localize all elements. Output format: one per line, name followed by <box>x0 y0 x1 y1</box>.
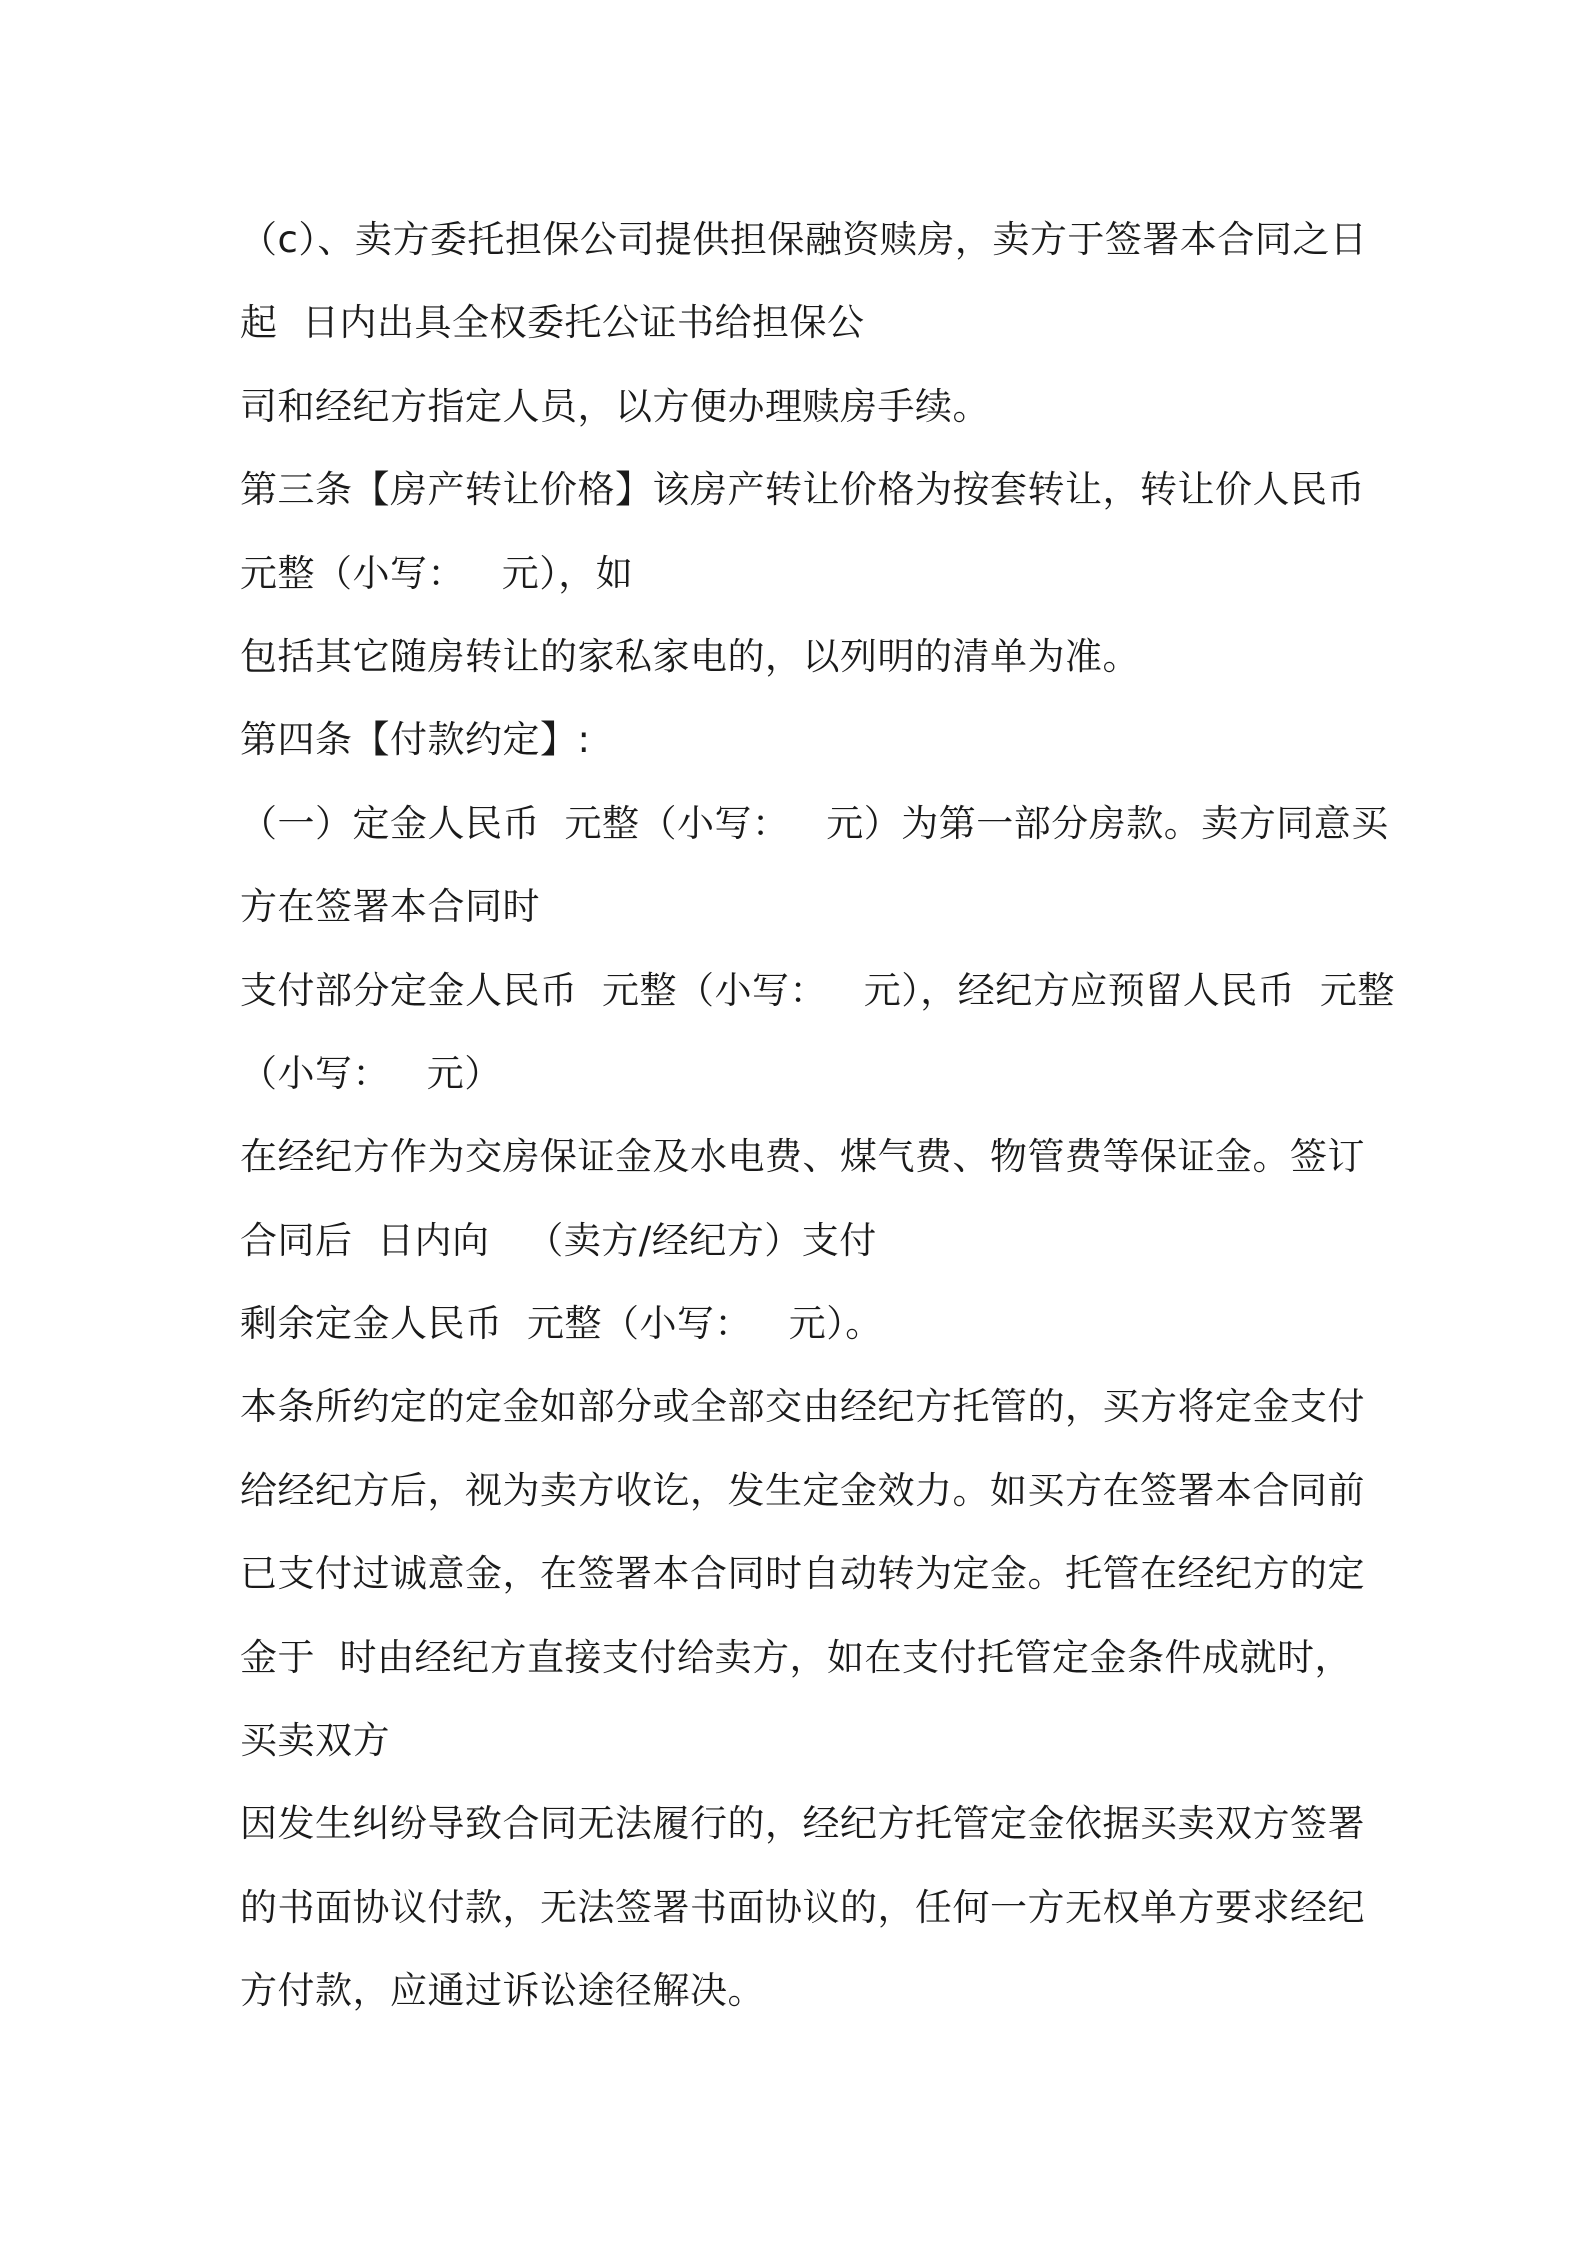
article-3-heading-line: 第三条【房产转让价格】该房产转让价格为按套转让，转让价人民币 <box>240 468 1365 512</box>
text-line-22: 方付款，应通过诉讼途径解决。 <box>240 1969 765 2013</box>
text-line-13: 合同后 日内向 （卖方/经纪方）支付 <box>240 1218 877 1262</box>
document-body <box>240 198 1395 2033</box>
text-line-17: 已支付过诚意金，在签署本合同时自动转为定金。托管在经纪方的定 <box>240 1552 1365 1596</box>
text-line-11: （小写： 元） <box>240 1051 502 1095</box>
text-line-2: 起 日内出具全权委托公证书给担保公 <box>240 301 865 345</box>
text-line-3: 司和经纪方指定人员，以方便办理赎房手续。 <box>240 384 990 428</box>
text-line-16: 给经纪方后，视为卖方收讫，发生定金效力。如买方在签署本合同前 <box>240 1468 1365 1512</box>
clause-1-line: （一）定金人民币 元整（小写： 元）为第一部分房款。卖方同意买 <box>240 801 1389 845</box>
text-line-21: 的书面协议付款，无法签署书面协议的，任何一方无权单方要求经纪 <box>240 1885 1365 1929</box>
text-line-10: 支付部分定金人民币 元整（小写： 元），经纪方应预留人民币 元整 <box>240 968 1395 1012</box>
text-line-6: 包括其它随房转让的家私家电的，以列明的清单为准。 <box>240 634 1140 678</box>
text-line-19: 买卖双方 <box>240 1719 390 1763</box>
text-line-12: 在经纪方作为交房保证金及水电费、煤气费、物管费等保证金。签订 <box>240 1135 1365 1179</box>
text-line-5: 元整（小写： 元），如 <box>240 551 634 595</box>
text-line-14: 剩余定金人民币 元整（小写： 元）。 <box>240 1302 883 1346</box>
text-line-18: 金于 时由经纪方直接支付给卖方，如在支付托管定金条件成就时， <box>240 1635 1353 1679</box>
text-line-9: 方在签署本合同时 <box>240 885 540 929</box>
text-line-15: 本条所约定的定金如部分或全部交由经纪方托管的，买方将定金支付 <box>240 1385 1365 1429</box>
text-line-1: （c）、卖方委托担保公司提供担保融资赎房，卖方于签署本合同之日 <box>240 218 1368 261</box>
text-line-20: 因发生纠纷导致合同无法履行的，经纪方托管定金依据买卖双方签署 <box>240 1802 1365 1846</box>
article-4-heading-line: 第四条【付款约定】: <box>240 718 591 762</box>
